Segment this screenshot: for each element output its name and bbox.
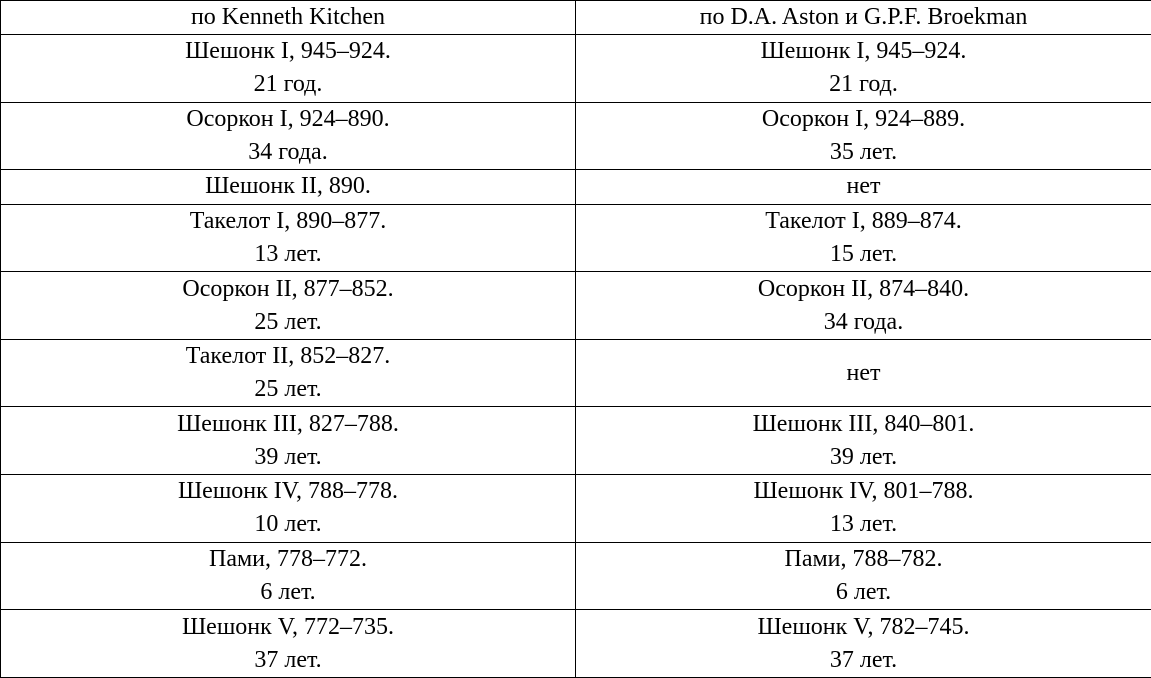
table-row	[1, 542, 1151, 610]
kitchen-cell	[1, 475, 576, 543]
reign-line: Пами, 788–782.	[784, 546, 943, 572]
table-row	[1, 204, 1151, 272]
reign-line: Шешонк IV, 788–778.	[177, 478, 399, 505]
aston-cell	[576, 272, 1151, 340]
duration-line: 15 лет.	[829, 240, 898, 267]
duration-line: 10 лет.	[254, 511, 322, 538]
table-row	[1, 407, 1151, 475]
duration-line: 39 лет.	[829, 443, 898, 470]
reign-line: Такелот II, 852–827.	[185, 343, 391, 370]
reign-line: Шешонк V, 772–735.	[181, 613, 395, 640]
duration-line: 21 год.	[253, 71, 323, 98]
duration-line: 13 лет.	[829, 511, 898, 538]
kitchen-cell	[1, 102, 576, 170]
table-row	[1, 102, 1151, 170]
duration-line: 21 год.	[829, 71, 898, 98]
reign-line: Осоркон I, 924–889.	[761, 105, 966, 132]
kitchen-cell	[1, 610, 576, 678]
reign-line: Шешонк V, 782–745.	[757, 613, 970, 640]
reign-line: Осоркон II, 877–852.	[182, 275, 394, 302]
reign-line: Пами, 778–772.	[208, 546, 367, 572]
aston-cell	[576, 475, 1151, 543]
reign-line: Шешонк IV, 801–788.	[753, 478, 974, 505]
reign-line: Шешонк II, 890.	[205, 173, 371, 200]
reign-line: Шешонк III, 840–801.	[752, 410, 975, 437]
absent-note: нет	[846, 173, 881, 200]
aston-cell	[576, 407, 1151, 475]
reign-line: Шешонк III, 827–788.	[177, 410, 399, 437]
reign-line: Осоркон I, 924–890.	[186, 105, 390, 132]
aston-cell	[576, 610, 1151, 678]
duration-line: 6 лет.	[835, 579, 892, 605]
aston-cell	[576, 170, 1151, 204]
table-row	[1, 339, 1151, 407]
kitchen-cell	[1, 204, 576, 272]
table-row	[1, 610, 1151, 678]
aston-cell	[576, 339, 1151, 407]
kitchen-cell	[1, 407, 576, 475]
reign-line: Такелот I, 890–877.	[189, 207, 387, 234]
duration-line: 37 лет.	[829, 646, 898, 673]
column-header-kitchen: по Kenneth Kitchen	[1, 1, 576, 35]
reign-line: Шешонк I, 945–924.	[760, 38, 967, 65]
absent-note: нет	[846, 359, 881, 386]
kitchen-cell	[1, 170, 576, 204]
duration-line: 6 лет.	[260, 579, 316, 605]
duration-line: 25 лет.	[254, 376, 322, 403]
reign-line: Осоркон II, 874–840.	[757, 275, 970, 302]
duration-line: 37 лет.	[254, 646, 322, 673]
reign-line: Шешонк I, 945–924.	[185, 38, 391, 65]
table-row	[1, 475, 1151, 543]
table-row	[1, 35, 1151, 103]
aston-cell	[576, 204, 1151, 272]
kitchen-cell	[1, 272, 576, 340]
duration-line: 34 года.	[248, 138, 328, 165]
duration-line: 25 лет.	[254, 308, 322, 335]
duration-line: 13 лет.	[254, 240, 322, 267]
aston-cell	[576, 102, 1151, 170]
kitchen-cell	[1, 35, 576, 103]
table-header-row	[1, 1, 1151, 35]
duration-line: 35 лет.	[829, 138, 898, 165]
aston-cell	[576, 35, 1151, 103]
duration-line: 39 лет.	[254, 443, 322, 470]
kitchen-cell	[1, 542, 576, 610]
duration-line: 34 года.	[823, 308, 904, 335]
table-row	[1, 170, 1151, 204]
aston-cell	[576, 542, 1151, 610]
column-header-aston-broekman: по D.A. Aston и G.P.F. Broekman	[576, 1, 1151, 35]
table-row	[1, 272, 1151, 340]
reign-line: Такелот I, 889–874.	[765, 207, 962, 234]
kitchen-cell	[1, 339, 576, 407]
